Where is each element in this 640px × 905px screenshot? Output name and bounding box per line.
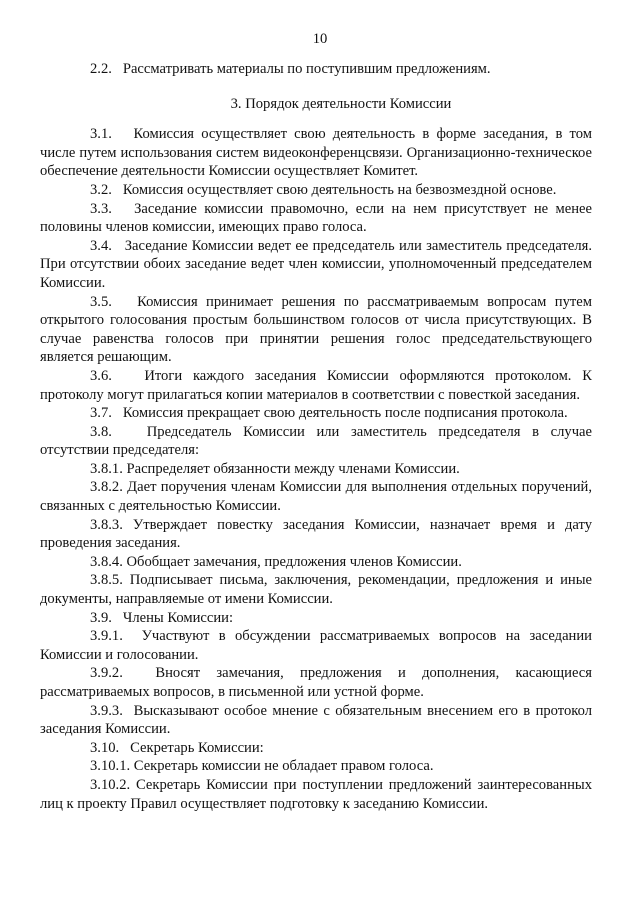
paragraph: 3.8.3. Утверждает повестку заседания Комиссии, назначает время и дату проведения заседания. [40,516,592,552]
paragraph: 3.1. Комиссия осуществляет свою деятельность в форме заседания, в том числе путем использования систем видеоконференцсвязи. Организационно-техническое обеспечение деятельности Комиссии осуществляет Комитет. [40,126,592,180]
section-paragraphs [40,125,592,813]
paragraph: 3.10.1. Секретарь комиссии не обладает правом голоса. [90,758,434,775]
paragraph: 3.3. Заседание комиссии правомочно, если на нем присутствует не менее половины членов комиссии, имеющих право голоса. [40,200,592,236]
section-title: 3. Порядок деятельности Комиссии [230,95,452,112]
paragraph: 3.8.4. Обобщает замечания, предложения членов Комиссии. [90,553,462,570]
page-number: 10 [312,31,328,47]
paragraph: 3.9.3. Высказывают особое мнение с обязательным внесением его в протокол заседания Комиссии. [40,702,592,738]
paragraph: 3.4. Заседание Комиссии ведет ее председатель или заместитель председателя. При отсутствии обоих заседание ведет член комиссии, уполномоченный председателем Комиссии. [40,237,592,291]
paragraph: 3.8.1. Распределяет обязанности между членами Комиссии. [90,460,460,477]
document-body [40,60,592,813]
paragraph: 3.5. Комиссия принимает решения по рассматриваемым вопросам путем открытого голосования простым большинством голосов от числа присутствующих. В случае равенства голосов при принятии решения голос председательствующего является решающим. [40,293,592,366]
paragraph: 3.8.2. Дает поручения членам Комиссии для выполнения отдельных поручений, связанных с деятельностью Комиссии. [40,479,592,515]
paragraph: 3.10.2. Секретарь Комиссии при поступлении предложений заинтересованных лиц к проекту Правил осуществляет подготовку к заседанию Комиссии. [40,776,592,812]
paragraph: 3.9.2. Вносят замечания, предложения и дополнения, касающиеся рассматриваемых вопросов, в письменной или устной форме. [40,665,592,700]
item-2-2: 2.2. Рассматривать материалы по поступившим предложениям. [90,61,491,77]
paragraph: 3.2. Комиссия осуществляет свою деятельность на безвозмездной основе. [90,181,557,198]
paragraph: 3.9.1. Участвуют в обсуждении рассматриваемых вопросов на заседании Комиссии и голосовании. [40,628,592,663]
paragraph: 3.10. Секретарь Комиссии: [90,739,264,756]
paragraph: 3.7. Комиссия прекращает свою деятельность после подписания протокола. [90,405,568,422]
paragraph: 3.6. Итоги каждого заседания Комиссии оформляются протоколом. К протоколу могут прилагаться копии материалов в соответствии с повесткой заседания. [40,367,592,403]
paragraph: 3.8.5. Подписывает письма, заключения, рекомендации, предложения и иные документы, направляемые от имени Комиссии. [40,572,592,608]
paragraph: 3.8. Председатель Комиссии или заместитель председателя в случае отсутствии председателя: [40,423,592,459]
paragraph: 3.9. Члены Комиссии: [90,609,234,626]
